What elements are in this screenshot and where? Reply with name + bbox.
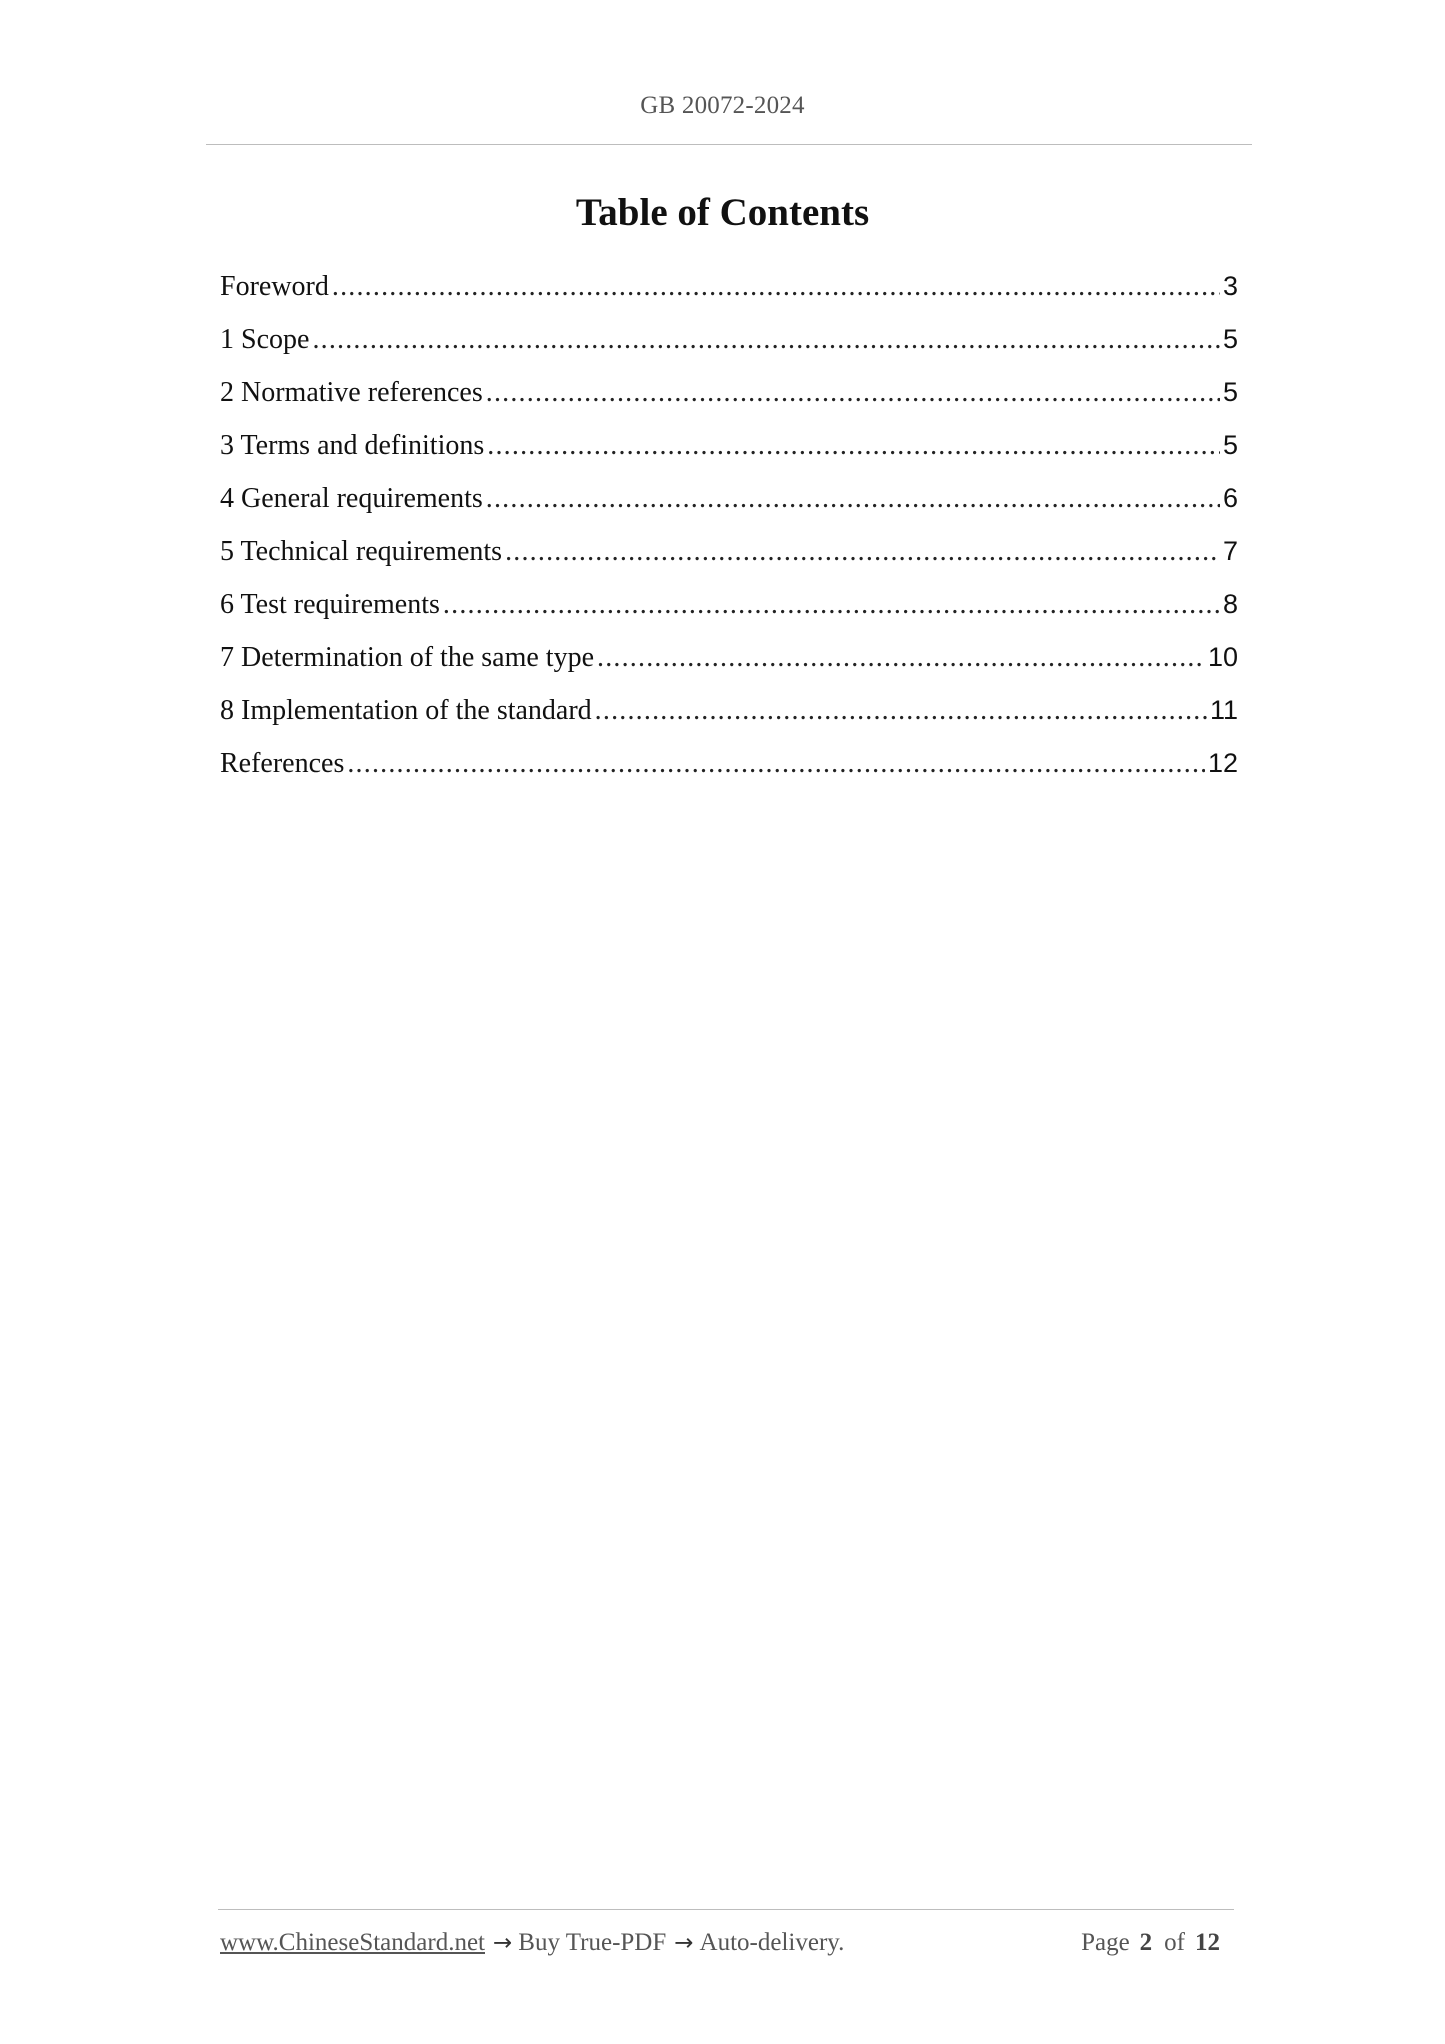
toc-dot-leader bbox=[597, 638, 1205, 678]
toc-entry-page: 5 bbox=[1222, 324, 1238, 354]
toc-entry-foreword[interactable] bbox=[220, 266, 1238, 319]
page-number bbox=[1081, 1929, 1230, 1957]
toc-dot-leader bbox=[332, 267, 1220, 307]
site-link[interactable]: www.ChineseStandard.net bbox=[220, 1929, 485, 1956]
delivery-text: Auto-delivery. bbox=[699, 1929, 845, 1956]
toc-entry-page: 10 bbox=[1207, 642, 1238, 672]
right-arrow-icon: → bbox=[493, 1930, 513, 1956]
toc-entry-general-requirements[interactable] bbox=[220, 478, 1238, 531]
toc-entry-label: 2 Normative references bbox=[220, 377, 483, 408]
toc-entry-page: 3 bbox=[1222, 271, 1238, 301]
toc-entry-test-requirements[interactable] bbox=[220, 584, 1238, 637]
footer-divider bbox=[218, 1909, 1234, 1910]
toc-entry-label: 4 General requirements bbox=[220, 483, 483, 514]
page-footer bbox=[220, 1929, 1230, 1957]
toc-entry-page: 8 bbox=[1222, 589, 1238, 619]
toc-entry-implementation-of-standard[interactable] bbox=[220, 690, 1238, 743]
right-arrow-icon: → bbox=[674, 1930, 694, 1956]
total-pages-number: 12 bbox=[1195, 1929, 1220, 1956]
toc-title: Table of Contents bbox=[575, 191, 870, 234]
toc-entry-label: Foreword bbox=[220, 271, 329, 302]
toc-entry-page: 6 bbox=[1222, 483, 1238, 513]
toc-entry-label: 7 Determination of the same type bbox=[220, 642, 594, 673]
running-header: GB 20072-2024 bbox=[640, 92, 805, 119]
toc-entry-label: 5 Technical requirements bbox=[220, 536, 503, 567]
toc-entry-label: References bbox=[220, 748, 345, 779]
toc-entry-page: 11 bbox=[1209, 695, 1238, 725]
toc-dot-leader bbox=[505, 532, 1220, 572]
toc-entry-references[interactable] bbox=[220, 743, 1238, 796]
toc-dot-leader bbox=[312, 320, 1220, 360]
toc-entry-determination-of-same-type[interactable] bbox=[220, 637, 1238, 690]
toc-dot-leader bbox=[347, 744, 1205, 784]
toc-list bbox=[220, 266, 1238, 796]
footer-promo bbox=[220, 1929, 844, 1957]
page-word: Page bbox=[1081, 1929, 1130, 1956]
toc-dot-leader bbox=[443, 585, 1220, 625]
toc-entry-technical-requirements[interactable] bbox=[220, 531, 1238, 584]
toc-entry-page: 5 bbox=[1222, 430, 1238, 460]
toc-entry-label: 1 Scope bbox=[220, 324, 310, 355]
toc-entry-terms-and-definitions[interactable] bbox=[220, 425, 1238, 478]
toc-dot-leader bbox=[595, 691, 1207, 731]
toc-entry-normative-references[interactable] bbox=[220, 372, 1238, 425]
header-divider bbox=[206, 144, 1252, 145]
toc-entry-page: 5 bbox=[1222, 377, 1238, 407]
toc-dot-leader bbox=[486, 479, 1220, 519]
current-page-number: 2 bbox=[1139, 1929, 1153, 1956]
toc-entry-page: 7 bbox=[1222, 536, 1238, 566]
toc-entry-label: 3 Terms and definitions bbox=[220, 430, 485, 461]
toc-dot-leader bbox=[487, 426, 1220, 466]
toc-dot-leader bbox=[486, 373, 1220, 413]
buy-text: Buy True-PDF bbox=[518, 1929, 667, 1956]
toc-entry-page: 12 bbox=[1207, 748, 1238, 778]
toc-entry-label: 6 Test requirements bbox=[220, 589, 440, 620]
toc-entry-label: 8 Implementation of the standard bbox=[220, 695, 592, 726]
of-word: of bbox=[1164, 1929, 1185, 1956]
toc-entry-scope[interactable] bbox=[220, 319, 1238, 372]
